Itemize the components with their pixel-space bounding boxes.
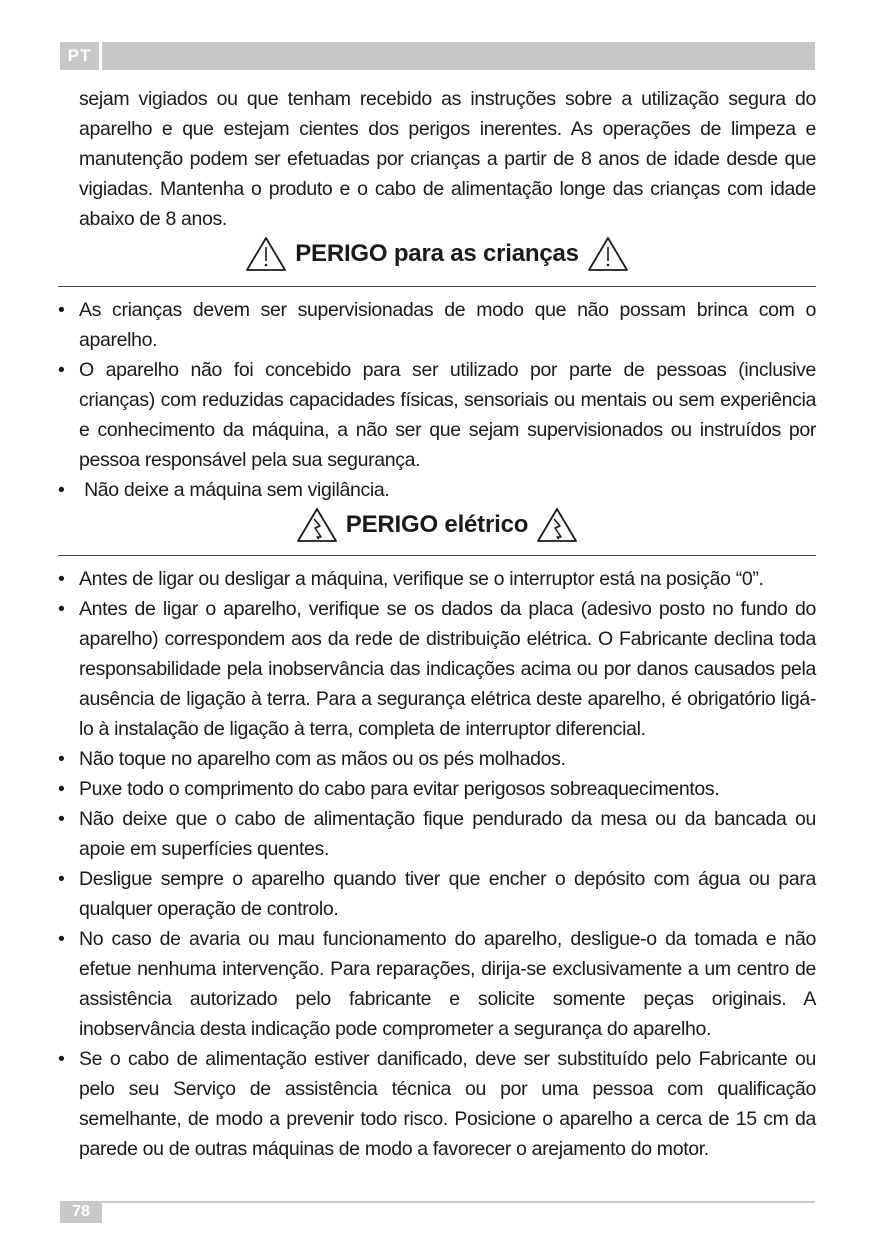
list-item: • Não deixe que o cabo de alimentação fique pendurado da mesa ou da bancada ou apoie em superfícies quentes.	[58, 804, 816, 864]
electric-danger-list	[58, 564, 816, 1164]
page-content	[58, 84, 816, 1164]
list-item: • Antes de ligar o aparelho, verifique se os dados da placa (adesivo posto no fundo do aparelho) correspondem aos da rede de distribuição elétrica. O Fabricante declina toda responsabilidade pela inobservância das indicações acima ou por danos causados pela ausência de ligação à terra. Para a segurança elétrica deste aparelho, é obrigatório ligá-lo à instalação de ligação à terra, completa de interruptor diferencial.	[58, 594, 816, 744]
list-item: • As crianças devem ser supervisionadas de modo que não possam brinca com o aparelho.	[58, 295, 816, 355]
bullet: •	[58, 748, 65, 770]
section-title: PERIGO para as crianças	[295, 240, 579, 267]
footer-bar	[60, 1201, 815, 1223]
intro-paragraph: sejam vigiados ou que tenham recebido as instruções sobre a utilização segura do aparelho e que estejam cientes dos perigos inerentes. As operações de limpeza e manutenção podem ser efetuadas por crianças a partir de 8 anos de idade desde que vigiadas. Mantenha o produto e o cabo de alimentação longe das crianças com idade abaixo de 8 anos.	[79, 88, 816, 230]
section-heading-electric	[58, 507, 816, 553]
bullet: •	[58, 1048, 65, 1070]
list-item: • O aparelho não foi concebido para ser utilizado por parte de pessoas (inclusive crianças) com reduzidas capacidades físicas, sensoriais ou mentais ou sem experiência e conhecimento da máquina, a não ser que sejam supervisionados ou instruídos por pessoa responsável pela sua segurança.	[58, 355, 816, 475]
list-item: • Puxe todo o comprimento do cabo para evitar perigosos sobreaquecimentos.	[58, 774, 816, 804]
page-number: 78	[60, 1201, 102, 1223]
section-divider	[58, 555, 816, 556]
bullet: •	[58, 568, 65, 590]
list-item: • Desligue sempre o aparelho quando tiver que encher o depósito com água ou para qualquer operação de controlo.	[58, 864, 816, 924]
bullet: •	[58, 808, 65, 830]
warning-triangle-icon	[245, 236, 287, 272]
footer-rule	[60, 1201, 815, 1203]
section-title: PERIGO elétrico	[345, 511, 529, 538]
list-item: • Antes de ligar ou desligar a máquina, verifique se o interruptor está na posição “0”.	[58, 564, 816, 594]
bullet: •	[58, 479, 65, 501]
bullet: •	[58, 598, 65, 620]
bullet: •	[58, 778, 65, 800]
bullet: •	[58, 928, 65, 950]
bullet: •	[58, 868, 65, 890]
electric-hazard-icon	[536, 507, 578, 543]
list-item: • Não deixe a máquina sem vigilância.	[58, 475, 816, 505]
list-item: • Não toque no aparelho com as mãos ou os pés molhados.	[58, 744, 816, 774]
children-danger-list	[58, 295, 816, 505]
electric-hazard-icon	[296, 507, 338, 543]
bullet: •	[58, 299, 65, 321]
bullet: •	[58, 359, 65, 381]
section-heading-children	[58, 236, 816, 282]
warning-triangle-icon	[587, 236, 629, 272]
language-badge: PT	[60, 42, 102, 70]
header-bar	[60, 42, 815, 70]
section-divider	[58, 286, 816, 287]
list-item: • Se o cabo de alimentação estiver danificado, deve ser substituído pelo Fabricante ou pelo seu Serviço de assistência técnica ou por uma pessoa com qualificação semelhante, de modo a prevenir todo risco. Posicione o aparelho a cerca de 15 cm da parede ou de outras máquinas de modo a favorecer o arejamento do motor.	[58, 1044, 816, 1164]
list-item: • No caso de avaria ou mau funcionamento do aparelho, desligue-o da tomada e não efetue nenhuma intervenção. Para reparações, dirija-se exclusivamente a um centro de assistência autorizado pelo fabricante e solicite somente peças originais. A inobservância desta indicação pode comprometer a segurança do aparelho.	[58, 924, 816, 1044]
